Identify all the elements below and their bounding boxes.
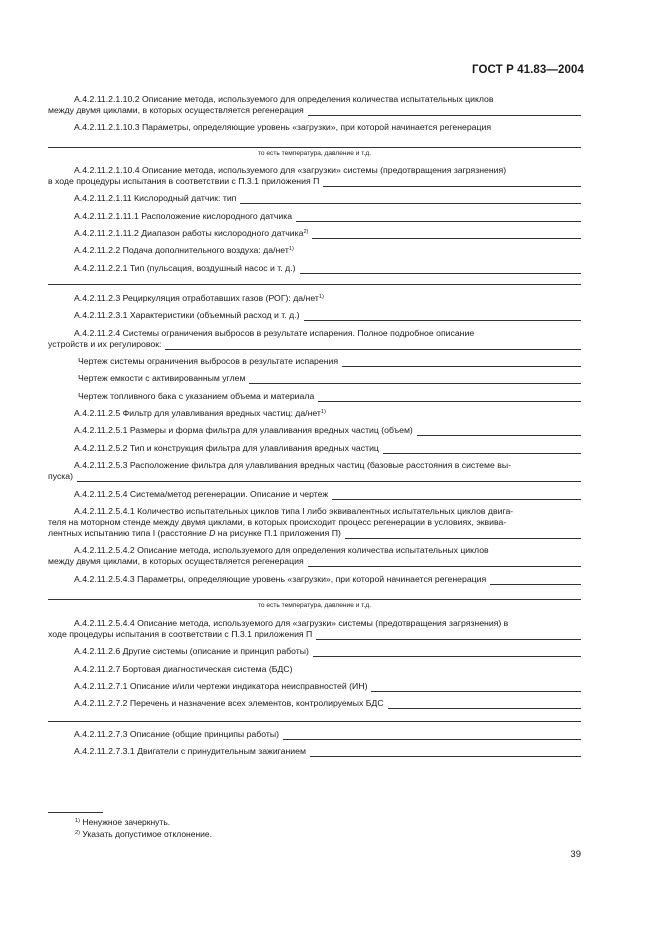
fill-line[interactable] [77, 473, 581, 482]
fill-line[interactable] [48, 713, 581, 722]
item-2-6: А.4.2.11.2.6 Другие системы (описание и принцип работы) [48, 646, 581, 657]
item-10-3: А.4.2.11.2.1.10.3 Параметры, определяющие уровень «загрузки», при которой начинается регенерация то есть температура, давление и т.д. [48, 122, 581, 158]
item-11-1: А.4.2.11.2.1.11.1 Расположение кислородного датчика [48, 211, 581, 222]
fill-line[interactable] [388, 700, 581, 709]
fill-line[interactable] [371, 683, 581, 692]
fill-line[interactable] [310, 748, 581, 757]
item-drawing-canister: Чертеж емкости с активированным углем [48, 373, 581, 384]
fill-line[interactable] [48, 139, 581, 148]
footnote-divider [48, 812, 103, 813]
fill-line[interactable] [240, 195, 581, 204]
item-2-5-4-4: А.4.2.11.2.5.4.4 Описание метода, используемого для «загрузки» системы (предотвращения загрязнения) в ходе процедуры испытания в соответствии с П.3.1 приложения П [48, 618, 581, 640]
field-caption: то есть температура, давление и т.д. [257, 150, 372, 158]
item-2-5-4-1: А.4.2.11.2.5.4.1 Количество испытательных циклов типа I либо эквивалентных испытательных циклов двига- теля на моторном стенде между двумя циклами, в которых происходит процесс регенерации в условиях, эквива- лентных испытанию типа I (расстояние D на рисунке П.1 приложения П) [48, 506, 581, 539]
footnote-1: $^{1)}$ Ненужное зачеркнуть. [75, 817, 171, 827]
item-2-5-3: А.4.2.11.2.5.3 Расположение фильтра для улавливания вредных частиц (базовые расстояния в системе вы- пуска) [48, 460, 581, 482]
fill-line[interactable] [342, 358, 581, 367]
item-2-5-1: А.4.2.11.2.5.1 Размеры и форма фильтра для улавливания вредных частиц (объем) [48, 425, 581, 436]
item-2-5-2: А.4.2.11.2.5.2 Тип и конструкция фильтра для улавливания вредных частиц [48, 443, 581, 454]
footnote-ref: 2) [303, 228, 309, 235]
item-11: А.4.2.11.2.1.11 Кислородный датчик: тип [48, 193, 581, 204]
item-2-7-3-1: А.4.2.11.2.7.3.1 Двигатели с принудительным зажиганием [48, 746, 581, 757]
standard-header: ГОСТ Р 41.83—2004 [472, 64, 584, 76]
fill-line[interactable] [417, 427, 581, 436]
item-2-2-1: А.4.2.11.2.2.1 Тип (пульсация, воздушный насос и т. д.) [48, 263, 581, 285]
fill-line[interactable] [323, 178, 581, 187]
item-drawing-evap: Чертеж системы ограничения выбросов в результате испарения [48, 356, 581, 367]
item-10-2: А.4.2.11.2.1.10.2 Описание метода, используемого для определения количества испытательных циклов между двумя циклами, в которых осуществляется регенерация [48, 94, 581, 116]
page-number: 39 [570, 849, 581, 860]
item-2-5: А.4.2.11.2.5 Фильтр для улавливания вредных частиц: да/нет$^{1)}$ [74, 408, 326, 419]
item-2-3-1: А.4.2.11.2.3.1 Характеристики (объемный расход и т. д.) [48, 310, 581, 321]
fill-line[interactable] [300, 265, 581, 274]
fill-line[interactable] [304, 312, 581, 321]
item-2-7: А.4.2.11.2.7 Бортовая диагностическая система (БДС) [74, 663, 293, 674]
item-2-7-3: А.4.2.11.2.7.3 Описание (общие принципы работы) [48, 729, 581, 740]
item-2-3: А.4.2.11.2.3 Рециркуляция отработавших газов (РОГ): да/нет$^{1)}$ [74, 292, 324, 303]
item-2-2: А.4.2.11.2.2 Подача дополнительного воздуха: да/нет$^{1)}$ [74, 245, 294, 256]
item-2-5-4-3: А.4.2.11.2.5.4.3 Параметры, определяющие уровень «загрузки», при которой начинается регенерация то есть температура, давление и т.д. [48, 574, 581, 610]
footnote-2: $^{2)}$ Указать допустимое отклонение. [75, 829, 212, 839]
fill-line[interactable] [249, 375, 581, 384]
fill-line[interactable] [48, 591, 581, 600]
fill-line[interactable] [308, 107, 581, 116]
footnote-ref: 1) [288, 246, 294, 253]
fill-line[interactable] [383, 445, 581, 454]
fill-line[interactable] [165, 341, 581, 350]
item-2-5-4-2: А.4.2.11.2.5.4.2 Описание метода, используемого для определения количества испытательных циклов между двумя циклами, в которых осуществляется регенерация [48, 545, 581, 567]
item-10-4: А.4.2.11.2.1.10.4 Описание метода, используемого для «загрузки» системы (предотвращения загрязнения) в ходе процедуры испытания в соответствии с П.3.1 приложения П [48, 165, 581, 187]
item-2-7-1: А.4.2.11.2.7.1 Описание и/или чертежи индикатора неисправностей (ИН) [48, 681, 581, 692]
fill-line[interactable] [283, 731, 581, 740]
fill-line[interactable] [490, 576, 581, 585]
item-2-5-4: А.4.2.11.2.5.4 Система/метод регенерации. Описание и чертеж [48, 489, 581, 500]
fill-line[interactable] [296, 213, 581, 222]
fill-line[interactable] [308, 558, 581, 567]
fill-line[interactable] [345, 530, 581, 539]
footnote-ref: 1) [320, 409, 326, 416]
item-11-2: А.4.2.11.2.1.11.2 Диапазон работы кислородного датчика$^{2)}$ [48, 228, 581, 239]
footnote-ref: 1) [318, 293, 324, 300]
fill-line[interactable] [318, 393, 581, 402]
fill-line[interactable] [332, 491, 581, 500]
item-2-7-2: А.4.2.11.2.7.2 Перечень и назначение всех элементов, контролируемых БДС [48, 698, 581, 722]
item-2-4: А.4.2.11.2.4 Системы ограничения выбросов в результате испарения. Полное подробное описание устройств и их регулировок: [48, 328, 581, 350]
field-caption: то есть температура, давление и т.д. [257, 601, 372, 609]
fill-line[interactable] [312, 230, 581, 239]
fill-line[interactable] [313, 648, 581, 657]
form-content [48, 94, 581, 764]
fill-line[interactable] [48, 276, 581, 285]
fill-line[interactable] [316, 631, 581, 640]
item-drawing-tank: Чертеж топливного бака с указанием объема и материала [48, 391, 581, 402]
